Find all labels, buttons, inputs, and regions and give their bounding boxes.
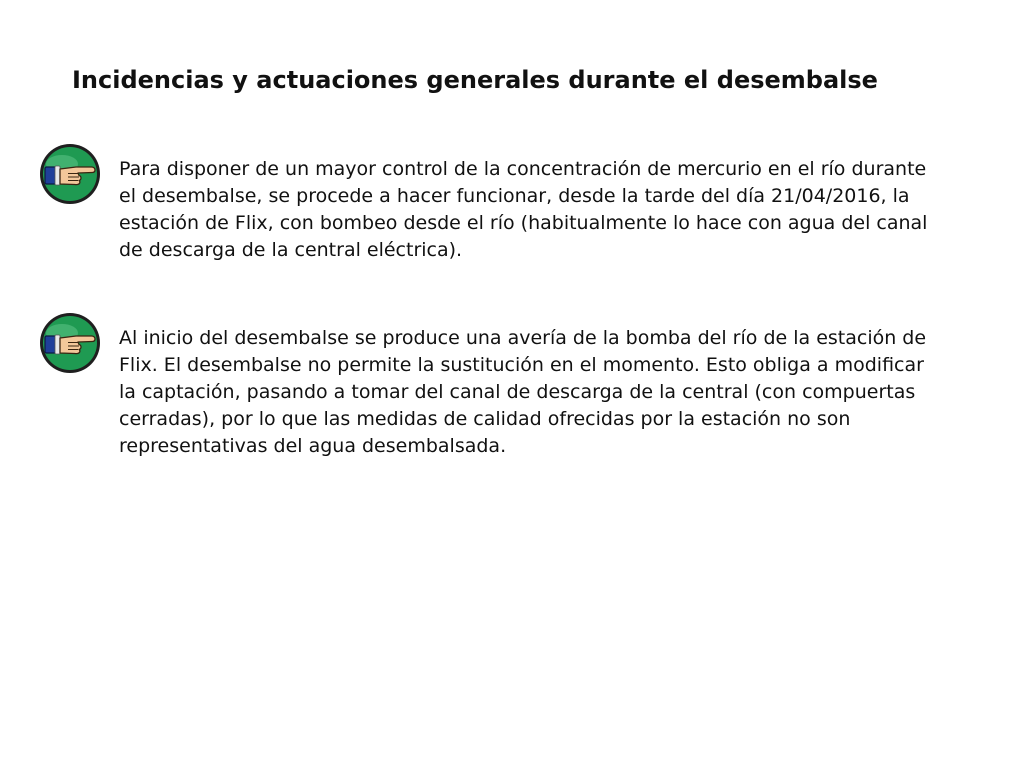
bullet-text: Para disponer de un mayor control de la concentración de mercurio en el río durante el desembalse, se procede a hacer funcionar, desde la tarde del día 21/04/2016, la estación de Flix, con bombeo desde el río (habitualmente lo hace con agua del canal de descarga de la central eléctrica). xyxy=(119,158,928,261)
slide-title: Incidencias y actuaciones generales durante el desembalse xyxy=(72,66,878,94)
pointing-hand-icon xyxy=(38,142,102,206)
bullet-item xyxy=(38,311,938,457)
bullet-text: Al inicio del desembalse se produce una avería de la bomba del río de la estación de Flix. El desembalse no permite la sustitución en el momento. Esto obliga a modificar la captación, pasando a tomar del canal de descarga de la central (con compuertas cerradas), por lo que las medidas de calidad ofrecidas por la estación no son representativas del agua desembalsada. xyxy=(119,327,927,457)
pointing-hand-icon xyxy=(38,311,102,375)
bullet-item xyxy=(38,142,938,282)
